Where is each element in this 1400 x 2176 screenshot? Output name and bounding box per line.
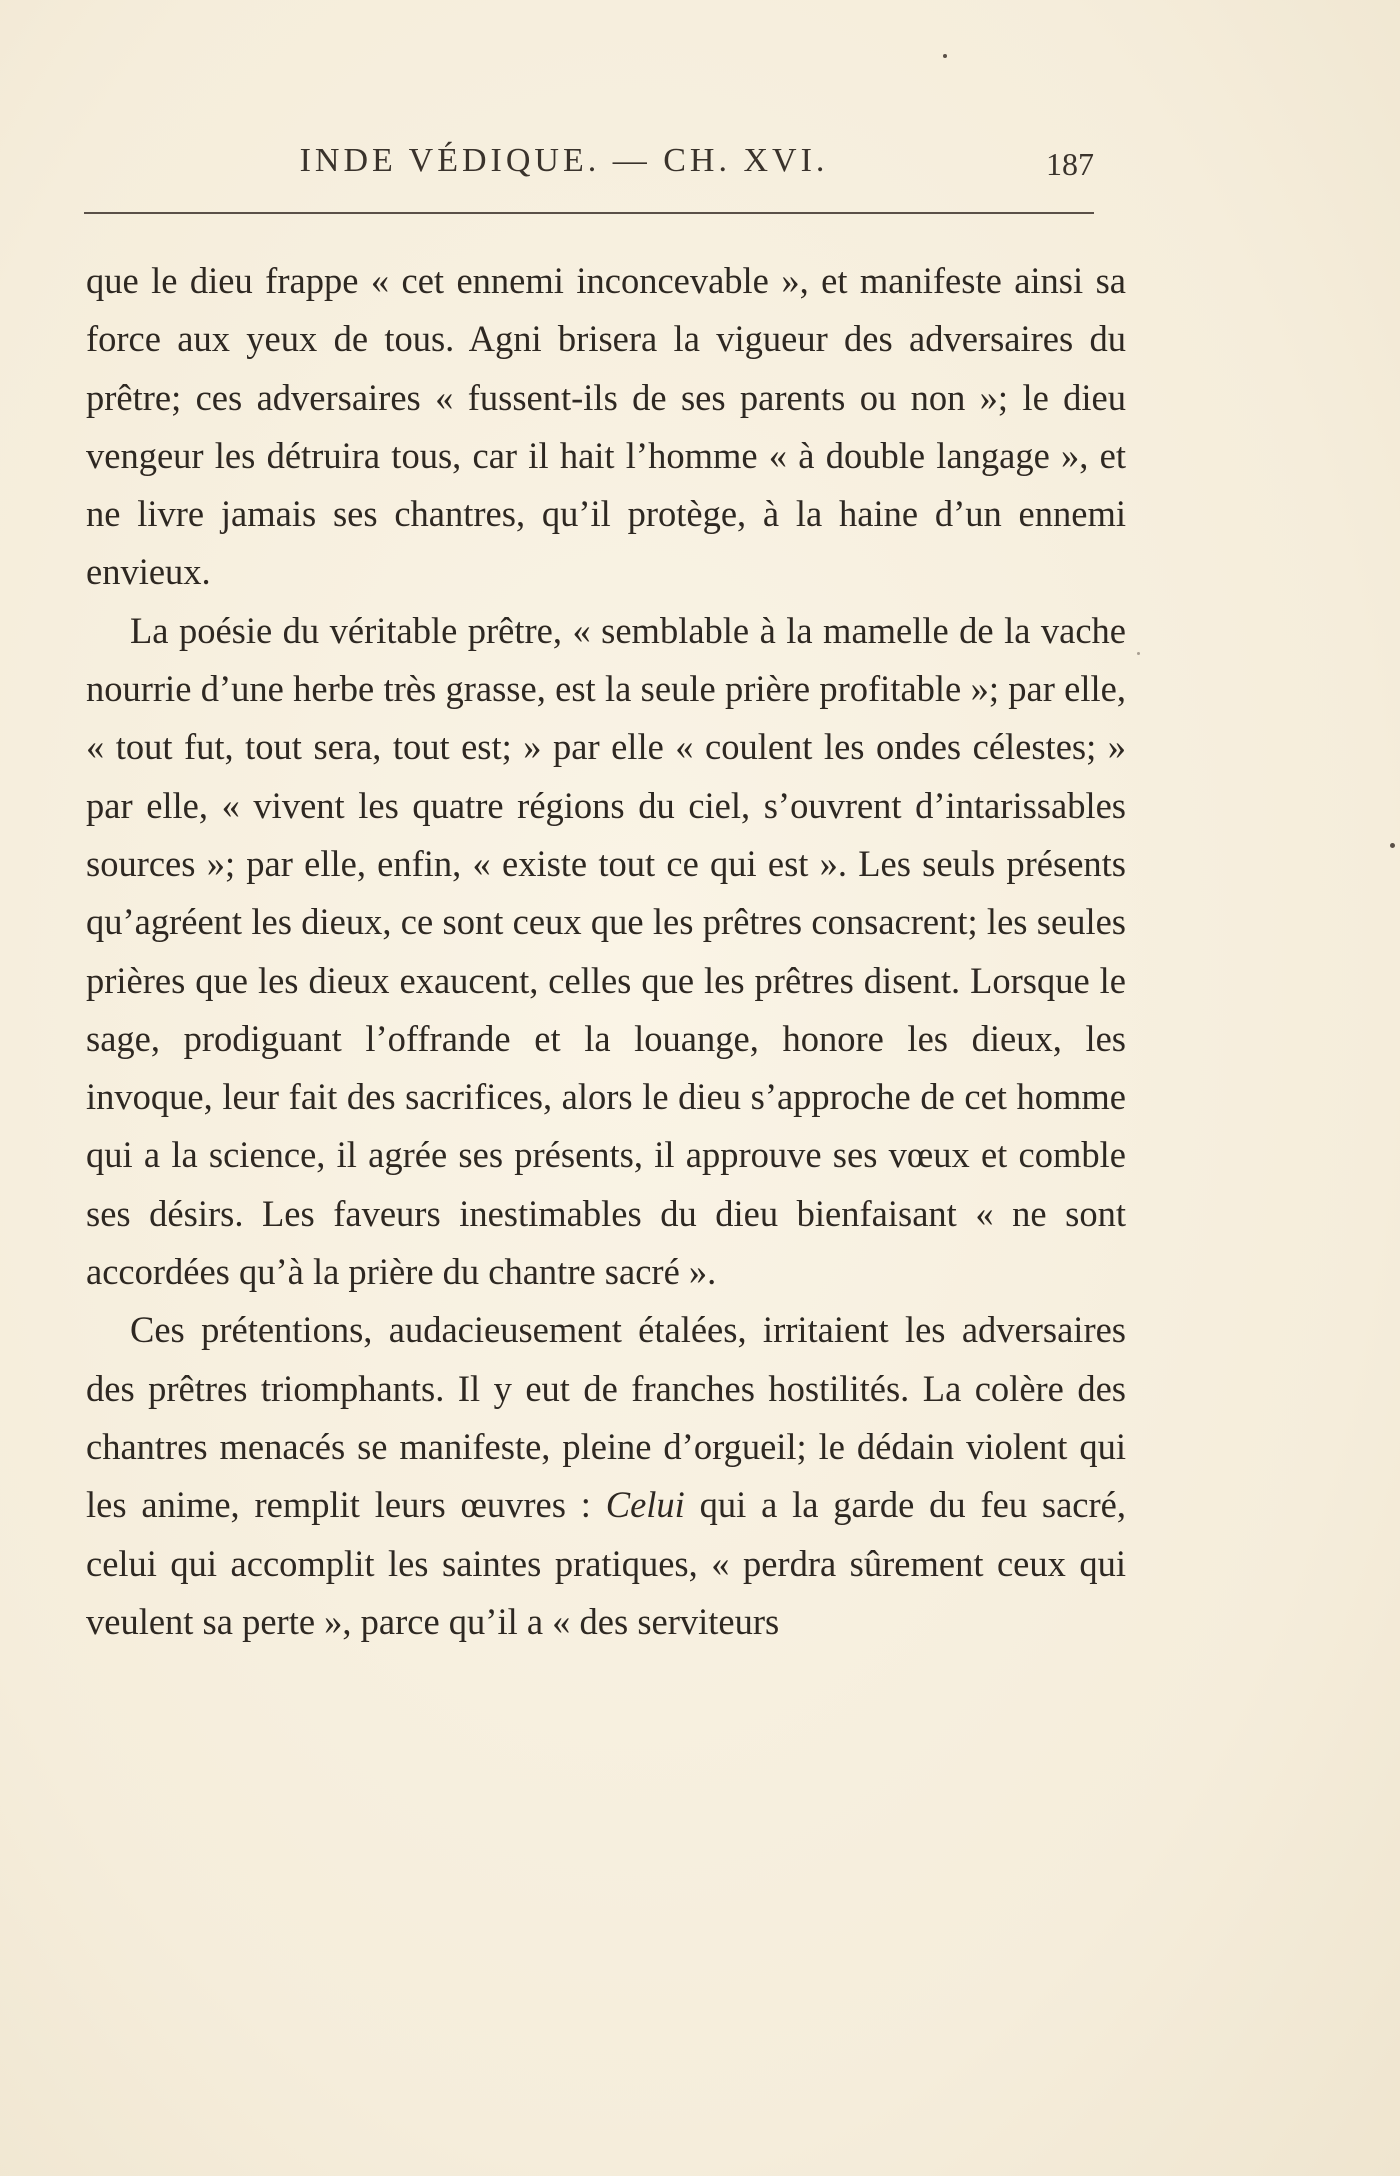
running-head: INDE VÉDIQUE. — CH. XVI. [299,142,829,179]
paragraph: La poésie du véritable prêtre, « semblable à la mamelle de la vache nourrie d’une herbe très grasse, est la seule prière profitable »; par elle, « tout fut, tout sera, tout est; » par elle « coulent les ondes célestes; » par elle, « vivent les quatre régions du ciel, s’ouvrent d’intarissables sources »; par elle, enfin, « existe tout ce qui est ». Les seuls présents qu’agréent les dieux, ce sont ceux que les prêtres consacrent; les seules prières que les dieux exaucent, celles que les prêtres disent. Lorsque le sage, prodiguant l’offrande et la louange, honore les dieux, les invoque, leur fait des sacrifices, alors le dieu s’approche de cet homme qui a la science, il agrée ses présents, il approuve ses vœux et comble ses désirs. Les faveurs inestimables du dieu bienfaisant « ne sont accordées qu’à la prière du chantre sacré ». [86,609,1126,1293]
paragraph-text: Ces prétentions, audacieusement étalées, irritaient les adversaires des prêtres triomphants. Il y eut de franches hostilités. La colère des chantres menacés se manifeste, pleine d’orgueil; le dédain violent qui les anime, remplit leurs œuvres : [86,1309,1126,1526]
paragraph [86,1301,1126,1651]
page-number: 187 [1046,146,1094,182]
italic-word: Celui [605,1484,685,1526]
paper-speck [1390,843,1395,848]
paragraph-text: qui a la garde du feu sacré, celui qui accomplit les saintes pratiques, « perdra sûrement ceux qui veulent sa perte », parce qu’il a « des serviteurs [86,1484,1126,1642]
paragraph: que le dieu frappe « cet ennemi inconcevable », et manifeste ainsi sa force aux yeux de tous. Agni brisera la vigueur des adversaires du prêtre; ces adversaires « fussent-ils de ses parents ou non »; le dieu vengeur les détruira tous, car il hait l’homme « à double langage », et ne livre jamais ses chantres, qu’il protège, à la haine d’un ennemi envieux. [86,260,1126,593]
paper-speck [1137,652,1140,655]
header-rule [84,212,1094,214]
page-header [84,142,1094,192]
body-text [86,252,1126,1651]
paper-speck [943,54,947,58]
